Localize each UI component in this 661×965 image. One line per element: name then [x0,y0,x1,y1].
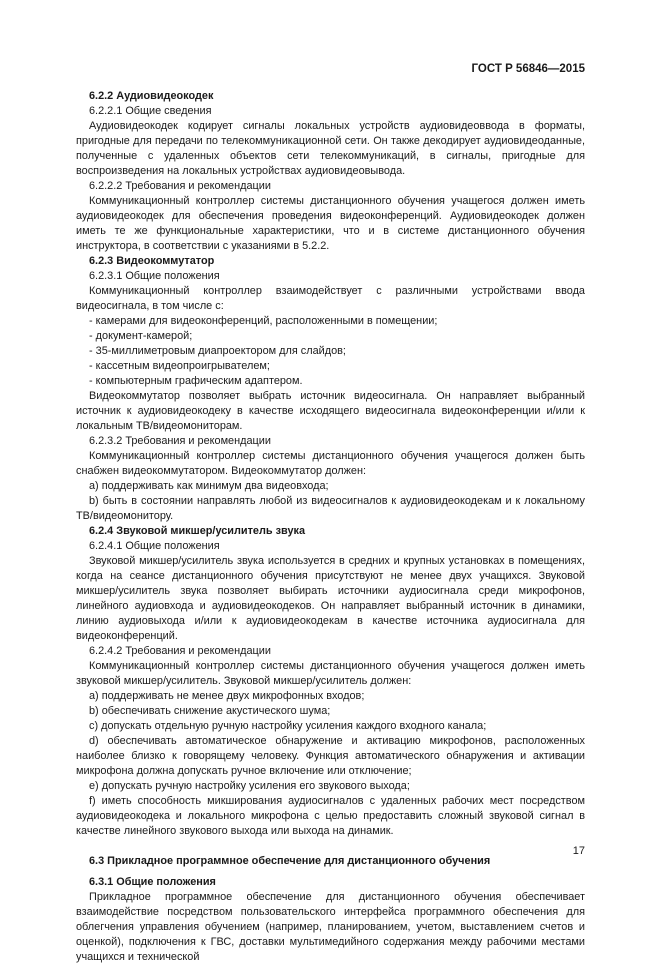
document-id: ГОСТ Р 56846—2015 [471,63,585,75]
paragraph: Прикладное программное обеспечение для дистанционного обучения обеспечивает взаимодействие посредством пользовательского интерфейса программного обеспечения для облегчения управления обучением (например, планированием, учетом, выставлением счетов и оценкой), подключения к ГВС, доставки мультимедийного содержания между рабочими местами учащихся и технической [76,891,585,963]
list-item: а) поддерживать как минимум два видеовхода; [89,480,329,492]
list-item: - кассетным видеопроигрывателем; [89,360,270,372]
section-heading-6-2-2: 6.2.2 Аудиовидеокодек [89,90,214,102]
subsection-heading: 6.2.2.2 Требования и рекомендации [89,180,271,192]
paragraph: Звуковой микшер/усилитель звука используется в средних и крупных установках в помещениях, когда на сеансе дистанционного обучения присутствуют не менее двух учащихся. Звуковой микшер/усилитель звука позволяет выбирать источники аудиосигнала среди микрофонов, линейного аудиовхода и аудиовидеокодеков. Он направляет выбранный источник в динамики, линию аудиовыхода и/или к аудиовидеокодекам в качестве источника аудиосигнала для видеоконференций. [76,555,585,642]
subsection-heading: 6.2.3.2 Требования и рекомендации [89,435,271,447]
list-item: - компьютерным графическим адаптером. [89,375,303,387]
section-heading-6-3: 6.3 Прикладное программное обеспечение для дистанционного обучения [89,855,491,867]
paragraph: Аудиовидеокодек кодирует сигналы локальных устройств аудиовидеоввода в форматы, пригодные для передачи по телекоммуникационной сети. Он также декодирует аудиовидеоданные, полученные с удаленных объектов сети телекоммуникаций, в сигналы, пригодные для воспроизведения на локальных устройствах аудиовидеовывода. [76,120,585,177]
paragraph: Коммуникационный контроллер системы дистанционного обучения учащегося должен иметь звуковой микшер/усилитель. Звуковой микшер/усилитель должен: [76,660,585,687]
list-item: b) обеспечивать снижение акустического шума; [89,705,331,717]
subsection-heading: 6.2.4.2 Требования и рекомендации [89,645,271,657]
list-item: - документ-камерой; [89,330,193,342]
section-heading-6-2-3: 6.2.3 Видеокоммутатор [89,255,215,267]
list-item: b) быть в состоянии направлять любой из видеосигналов к аудиовидеокодекам и к локальному ТВ/видеомонитору. [76,495,585,522]
list-item: d) обеспечивать автоматическое обнаружение и активацию микрофонов, расположенных наиболее близко к говорящему человеку. Функция автоматического обнаружения и активации микрофона должна допускать ручное включение или отключение; [76,735,585,777]
section-heading-6-3-1: 6.3.1 Общие положения [89,876,216,888]
list-item: e) допускать ручную настройку усиления его звукового выхода; [89,780,410,792]
paragraph: Коммуникационный контроллер взаимодействует с различными устройствами ввода видеосигнала, в том числе с: [76,285,585,312]
list-item: а) поддерживать не менее двух микрофонных входов; [89,690,365,702]
list-item: - 35-миллиметровым диапроектором для слайдов; [89,345,346,357]
subsection-heading: 6.2.4.1 Общие положения [89,540,220,552]
section-heading-6-2-4: 6.2.4 Звуковой микшер/усилитель звука [89,525,306,537]
subsection-heading: 6.2.3.1 Общие положения [89,270,220,282]
page-content [76,89,585,965]
list-item: - камерами для видеоконференций, расположенными в помещении; [89,315,438,327]
page-number: 17 [572,845,585,857]
paragraph: Коммуникационный контроллер системы дистанционного обучения учащегося должен иметь аудиовидеокодек для обеспечения проведения видеоконференций. Аудиовидеокодек должен иметь те же функциональные характеристики, что и в системе дистанционного обучения инструктора, в соответствии с указаниями в 5.2.2. [76,195,585,252]
list-item: c) допускать отдельную ручную настройку усиления каждого входного канала; [89,720,487,732]
subsection-heading: 6.2.2.1 Общие сведения [89,105,212,117]
list-item: f) иметь способность микширования аудиосигналов с удаленных рабочих мест посредством аудиовидеокодека и локального микрофона с целью предоставить сложный звуковой сигнал в качестве линейного звукового выхода или выхода на динамик. [76,795,585,837]
paragraph: Коммуникационный контроллер системы дистанционного обучения учащегося должен быть снабжен видеокоммутатором. Видеокоммутатор должен: [76,450,585,477]
paragraph: Видеокоммутатор позволяет выбрать источник видеосигнала. Он направляет выбранный источник к аудиовидеокодеку в качестве исходящего видеосигнала видеоконференции и/или к локальным ТВ/видеомониторам. [76,390,585,432]
